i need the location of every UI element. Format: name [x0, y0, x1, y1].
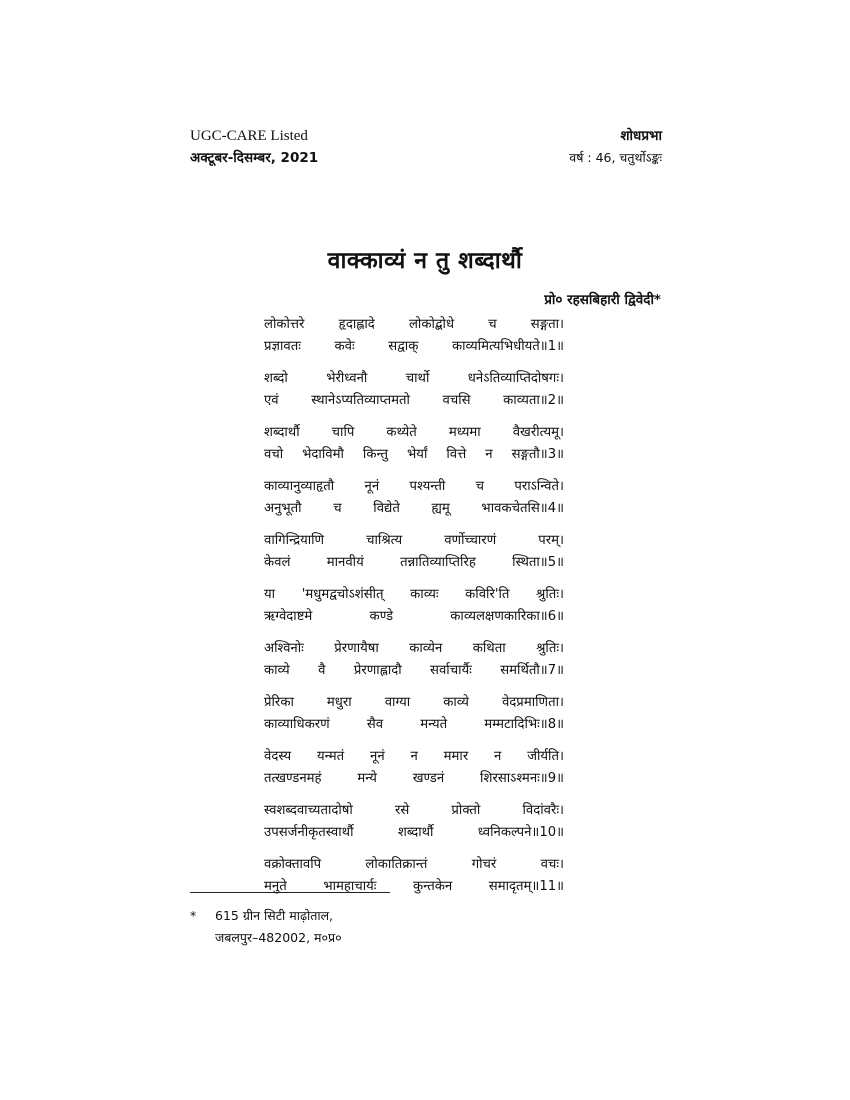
journal-listing: UGC-CARE Listed: [190, 128, 308, 144]
volume-issue: वर्ष : 46, चतुर्थोऽङ्कः: [569, 150, 662, 165]
author-name: प्रो० रहसबिहारी द्विवेदी*: [544, 292, 661, 308]
verse-list: [264, 314, 564, 908]
verse-line: लोकोत्तरे हृदाह्लादे लोकोद्बोधे च सङ्गता।: [264, 317, 564, 332]
verse-line: काव्ये वै प्रेरणाह्लादौ सर्वाचार्यैः समर्थितौ॥7॥: [264, 663, 564, 678]
footnote-divider: [190, 892, 390, 893]
verse-line: वचो भेदाविमौ किन्तु भेर्यां वित्ते न सङ्गतौ॥3॥: [264, 447, 564, 462]
verse-line: स्वशब्दवाच्यतादोषो रसे प्रोक्तो विदांवरैः।: [264, 803, 564, 818]
verse-line: केवलं मानवीयं तन्नातिव्याप्तिरिह स्थिता॥5॥: [264, 555, 564, 570]
footnote: [190, 905, 342, 949]
header-left: [190, 126, 318, 168]
footnote-marker: *: [190, 908, 197, 923]
verse-line: या 'मधुमद्वचोऽशंसीत् काव्यः कविरि'ति श्रुतिः।: [264, 587, 564, 602]
verse-line: अश्विनोः प्रेरणायैषा काव्येन कथिता श्रुतिः।: [264, 641, 564, 656]
article-title: वाक्काव्यं न तु शब्दार्थौ: [327, 248, 523, 274]
verse-line: काव्याधिकरणं सैव मन्यते मम्मटादिभिः॥8॥: [264, 717, 564, 732]
verse-line: प्रेरिका मधुरा वाग्या काव्ये वेदप्रमाणिता।: [264, 695, 564, 710]
verse-line: प्रज्ञावतः कवेः सद्वाक् काव्यमित्यभिधीयते॥1॥: [264, 339, 564, 354]
verse-line: वागिन्द्रियाणि चाश्रित्य वर्णोच्चारणं परम्।: [264, 533, 564, 548]
verse-7: [264, 638, 564, 682]
journal-name: शोधप्रभा: [620, 128, 662, 144]
verse-line: मनुते भामहाचार्यः कुन्तकेन समादृतम्॥11॥: [264, 879, 564, 894]
footnote-address-line2: जबलपुर–482002, म०प्र०: [215, 930, 342, 945]
verse-2: [264, 368, 564, 412]
header-right: [569, 126, 662, 168]
verse-9: [264, 746, 564, 790]
verse-10: [264, 800, 564, 844]
verse-line: ऋग्वेदाष्टमे कण्डे काव्यलक्षणकारिका॥6॥: [264, 609, 564, 624]
verse-line: एवं स्थानेऽप्यतिव्याप्तमतो वचसि काव्यता॥2॥: [264, 393, 564, 408]
verse-1: [264, 314, 564, 358]
issue-date: अक्टूबर-दिसम्बर, 2021: [190, 150, 319, 166]
verse-3: [264, 422, 564, 466]
verse-line: तत्खण्डनमहं मन्ये खण्डनं शिरसाऽश्मनः॥9॥: [264, 771, 564, 786]
verse-line: उपसर्जनीकृतस्वार्थौ शब्दार्थौ ध्वनिकल्पने॥10॥: [264, 825, 564, 840]
verse-line: काव्यानुव्याहृतौ नूनं पश्यन्ती च पराऽन्विते।: [264, 479, 564, 494]
verse-line: शब्दो भेरीध्वनौ चार्थो धनेऽतिव्याप्तिदोषगः।: [264, 371, 564, 386]
verse-line: अनुभूतौ च विद्येते ह्यमू भावकचेतसि॥4॥: [264, 501, 564, 516]
verse-line: वक्रोक्तावपि लोकातिक्रान्तं गोचरं वचः।: [264, 857, 564, 872]
footnote-address-line1: 615 ग्रीन सिटी माढ़ोताल,: [215, 908, 334, 923]
verse-5: [264, 530, 564, 574]
verse-8: [264, 692, 564, 736]
verse-line: शब्दार्थौ चापि कथ्येते मध्यमा वैखरीत्यमू।: [264, 425, 564, 440]
verse-4: [264, 476, 564, 520]
verse-line: वेदस्य यन्मतं नूनं न ममार न जीर्यति।: [264, 749, 564, 764]
verse-6: [264, 584, 564, 628]
